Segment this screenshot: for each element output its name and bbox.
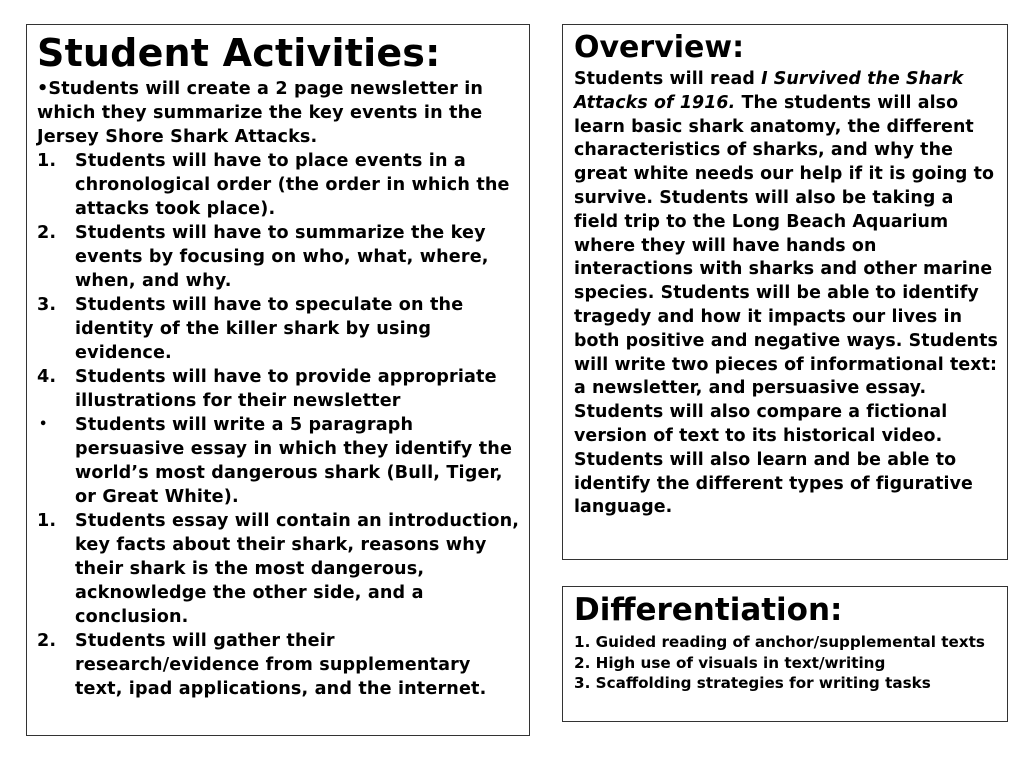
overview-title: Overview:: [574, 30, 745, 65]
student-activities-title: Student Activities:: [37, 31, 441, 75]
list-item-text: Students will gather their research/evidence from supplementary text, ipad applications, and the internet.: [75, 631, 487, 699]
overview-lead: Students will read: [574, 69, 762, 89]
book-title: I Survived the Shark Attacks of 1916.: [574, 69, 964, 113]
list-item-text: Students will have to provide appropriate illustrations for their newsletter: [75, 367, 497, 411]
differentiation-item: 3. Scaffolding strategies for writing tasks: [574, 674, 931, 692]
essay-step-2: [37, 629, 521, 701]
newsletter-step-4: [37, 365, 521, 413]
list-item-text: Students essay will contain an introduction, key facts about their shark, reasons why their shark is the most dangerous, acknowledge the other side, and a conclusion.: [75, 511, 520, 627]
essay-step-1: [37, 509, 521, 629]
essay-bullet: [37, 413, 521, 509]
differentiation-panel: [562, 586, 1008, 722]
differentiation-item: 1. Guided reading of anchor/supplemental texts: [574, 633, 985, 651]
list-number: 1.: [37, 151, 57, 171]
list-item-text: Students will have to summarize the key events by focusing on who, what, where, when, and why.: [75, 223, 489, 291]
newsletter-intro-bullet: •Students will create a 2 page newsletter in which they summarize the key events in the Jersey Shore Shark Attacks.: [37, 79, 484, 147]
differentiation-item: 2. High use of visuals in text/writing: [574, 653, 886, 672]
differentiation-title: Differentiation:: [574, 592, 843, 628]
list-item-text: Students will have to place events in a chronological order (the order in which the attacks took place).: [75, 151, 510, 219]
list-number: 3.: [37, 295, 57, 315]
overview-body: The students will also learn basic shark anatomy, the different characteristics of sharks, and why the great white needs our help if it is going to survive. Students will also be taking a field trip to the Long Beach Aquarium where they will have hands on interactions with sharks and other marine species. Students will be able to identify tragedy and how it impacts our lives in both positive and negative ways. Students will write two pieces of informational text: a newsletter, and persuasive essay. Students will also compare a fictional version of text to its historical video. Students will also learn and be able to identify the different types of figurative language.: [574, 92, 998, 518]
list-number: 2.: [37, 631, 57, 651]
overview-panel: [562, 24, 1008, 560]
list-item-text: Students will have to speculate on the identity of the killer shark by using evidence.: [75, 295, 464, 363]
student-activities-content: [37, 77, 521, 701]
student-activities-panel: [26, 24, 530, 736]
list-number: 4.: [37, 367, 57, 387]
newsletter-step-3: [37, 293, 521, 365]
newsletter-step-2: [37, 221, 521, 293]
list-number: 2.: [37, 223, 57, 243]
list-item-text: Students will write a 5 paragraph persuasive essay in which they identify the world’s most dangerous shark (Bull, Tiger, or Great White).: [75, 415, 513, 507]
list-number: 1.: [37, 511, 57, 531]
newsletter-step-1: [37, 149, 521, 221]
bullet-icon: •: [39, 417, 48, 432]
overview-paragraph: [574, 68, 999, 520]
